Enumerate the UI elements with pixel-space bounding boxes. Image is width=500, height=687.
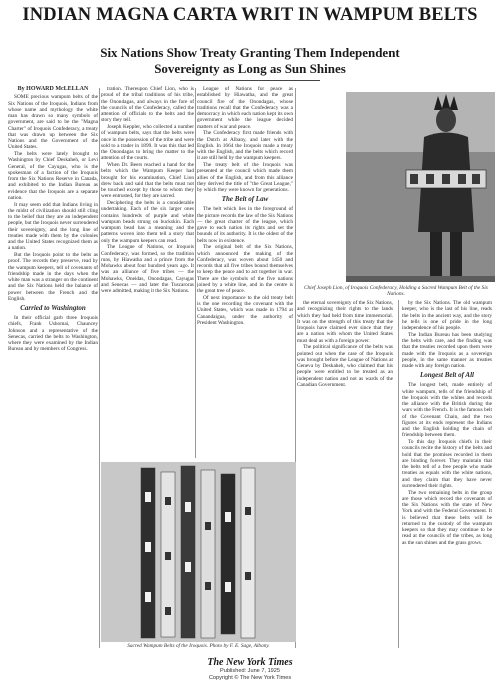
article-column-2 xyxy=(101,86,194,458)
copyright: Copyright © The New York Times xyxy=(208,675,292,681)
article-column-4 xyxy=(297,300,393,650)
chief-photo xyxy=(297,92,495,282)
wampum-belts-caption: Sacred Wampum Belts of the Iroquois. Photo by F. E. Sage, Albany. xyxy=(127,643,270,649)
paragraph: The political significance of the belts was pointed out when the case of the Iroquois was brought before the League of Nations at Geneva by Deskaheh, who claimed that his people were entitled to be treated as an independent nation and not as wards of the Canadian Government. xyxy=(297,344,393,388)
paragraph: The League of Nations, or Iroquois Confederacy, was formed, so the tradition runs, by Hiawatha and a prince from the Mohawks about four hundred years ago. It was an alliance of five tribes — the Mohawks, Oneidas, Onondagas, Cayugas and Senecas — and later the Tuscaroras were admitted, making it the Six Nations. xyxy=(101,244,194,294)
headline: INDIAN MAGNA CARTA WRIT IN WAMPUM BELTS xyxy=(22,5,478,25)
paragraph: League of Nations for peace as established by Hiawatha, and the great council fire of the Onondagas, whose traditions recall that the Confederacy was a democracy in which each nation kept its own government while the league decided matters of war and peace. xyxy=(197,86,293,130)
wampum-belts-photo xyxy=(101,462,296,642)
paragraph: by the Six Nations. The old wampum keeper, who is the last of his line, reads the belts in the ancient way, and the story he tells is one of pride in the long independence of his people. xyxy=(402,300,492,331)
column-divider xyxy=(99,88,100,648)
subhead-line-2: Sovereignty as Long as Sun Shines xyxy=(154,61,346,76)
column-divider xyxy=(398,300,399,648)
paragraph: The belts were lately brought to Washington by Chief Deskaheh, or Levi General, of the Cayugas, who is the spokesman of a faction of the Iroquois from the Six Nations Reserve in Canada, and exhibited to the Indian Bureau as evidence that the Iroquois are a separate nation. xyxy=(8,151,98,201)
paragraph: In their official garb three Iroquois chiefs, Frank Ushomai, Chauncey Johnson and a representative of the Senecas, carried the belts to Washington, where they were examined by the Indian Bureau and by members of Congress. xyxy=(8,315,98,353)
chief-photo-caption: Chief Joseph Lion, of Iroquois Confederacy, Holding a Sacred Wampum Belt of the Six Nations. xyxy=(303,285,489,298)
masthead-logo: The New York Times xyxy=(207,657,293,668)
paragraph: The two remaining belts in the group are those which record the covenants of the Six Nations with the state of New York and with the Federal Government. It is believed that these belts will be returned to the custody of the wampum keepers so that they may continue to be read at the councils of the tribes, as long as the sun shines and the grass grows. xyxy=(402,489,492,546)
article-column-1 xyxy=(8,86,98,651)
publish-date: Published: June 7, 1925 xyxy=(219,668,281,674)
paragraph: The treaty belt of the Iroquois was presented at the council which made them allies of the English, and from this alliance they derived the title of "the Great League," by which they were known for generations. xyxy=(197,162,293,193)
subhead-line-1: Six Nations Show Treaty Granting Them Independent xyxy=(100,45,400,60)
paragraph: tration. Thereupon Chief Lion, who is proud of the tribal traditions of his tribe, the Onondagas, and always in the fore of the councils of the Confederacy, called the attention of officials to the belts and the story they tell. xyxy=(101,86,194,124)
paragraph: The longest belt, made entirely of white wampum, tells of the friendship of the Iroquois with the whites and records the alliance with the British during the wars with the French. It is the famous belt of the Covenant Chain, and the two figures at its ends represent the Indians and the English holding the chain of friendship between them. xyxy=(402,382,492,439)
paragraph: The Confederacy first made friends with the Dutch at Albany, and later with the English. In 1664 the Iroquois made a treaty with the English, and the belts which record it are still held by the wampum keepers. xyxy=(197,130,293,162)
column-divider xyxy=(195,88,196,458)
paragraph: The belt which lies in the foreground of the picture records the law of the Six Nations — the great charter of the league, which gave to each nation its rights and set the bounds of its authority. It is the oldest of the belts now in existence. xyxy=(197,206,293,244)
section-heading: Longest Belt of All xyxy=(420,371,474,380)
paragraph: Deciphering the belts is a considerable undertaking. Each of the six larger ones contains hundreds of purple and white wampum beads strung on buckskin. Each wampum bead has a meaning and the patterns woven into them tell a story that only the wampum keepers can read. xyxy=(101,200,194,244)
paragraph: To this day Iroquois chiefs in their councils recite the history of the belts and hold that the promises recorded in them are binding forever. They maintain that the belts tell of a free people who made treaties as equals with the white nations, and they claim that they have never surrendered their rights. xyxy=(402,439,492,489)
paragraph: When Dr. Beers reached a hand for the belts which the Wampum Keeper had brought for his examination, Chief Lion drew back and said that the belts must not be touched except by those to whom they were entrusted, for they are sacred. xyxy=(101,162,194,200)
byline: By HOWARD McLELLAN xyxy=(17,86,89,92)
paragraph: But the Iroquois point to the belts as proof. The records they preserve, read by the wampum keepers, tell of covenants of friendship made in the days when the white man was a stranger on the continent and the Six Nations held the balance of power between the French and the English. xyxy=(8,252,98,302)
footer xyxy=(150,657,350,682)
article-column-3 xyxy=(197,86,293,458)
section-heading: The Belt of Law xyxy=(221,195,269,204)
article-column-5 xyxy=(402,300,492,650)
paragraph: Of next importance to the old treaty belt is the one recording the covenant with the United States, which was made in 1794 at Canandaigua, under the authority of President Washington. xyxy=(197,294,293,326)
headline-rule xyxy=(180,80,320,81)
paragraph: SOME precious wampum belts of the Six Nations of the Iroquois, Indians from whose name and mythology the white man has drawn so many symbols of government, are said to be the "Magna Charter" of Iroquois Confederacy, a treaty that was drawn up between the Six Nations and the Government of the United States. xyxy=(8,94,98,151)
paragraph: the eternal sovereignty of the Six Nations, and recognizing their rights to the lands which they had held from time immemorial. It was on the strength of this treaty that the Iroquois have claimed ever since that they are a nation with whom the United States must deal as with a foreign power. xyxy=(297,300,393,344)
section-heading: Carried to Washington xyxy=(20,304,86,312)
paragraph: It may seem odd that Indians living in the midst of civilization should still cling to the belief that they are an independent people, but the Iroquois never surrendered their sovereignty, and the long line of treaties made with them by the colonies and the United States recognized them as a nation. xyxy=(8,201,98,252)
paragraph: Joseph Keppler, who collected a number of wampum belts, says that the belts were once in the possession of the tribe and were sold to a trader in 1899. It was this that led the Onondagas to bring the matter to the attention of the courts. xyxy=(101,124,194,162)
paragraph: The original belt of the Six Nations, which announced the making of the Confederacy, was woven about 1450 and records that all five tribes bound themselves to keep the peace and to act together in war. There are the symbols of the five nations joined by a white line, and in the centre is the great tree of peace. xyxy=(197,244,293,294)
paragraph: The Indian Bureau has been studying the belts with care, and the finding was that the treaties recorded upon them were made with the Iroquois as a sovereign people, in the same manner as treaties made with any foreign nation. xyxy=(402,331,492,369)
